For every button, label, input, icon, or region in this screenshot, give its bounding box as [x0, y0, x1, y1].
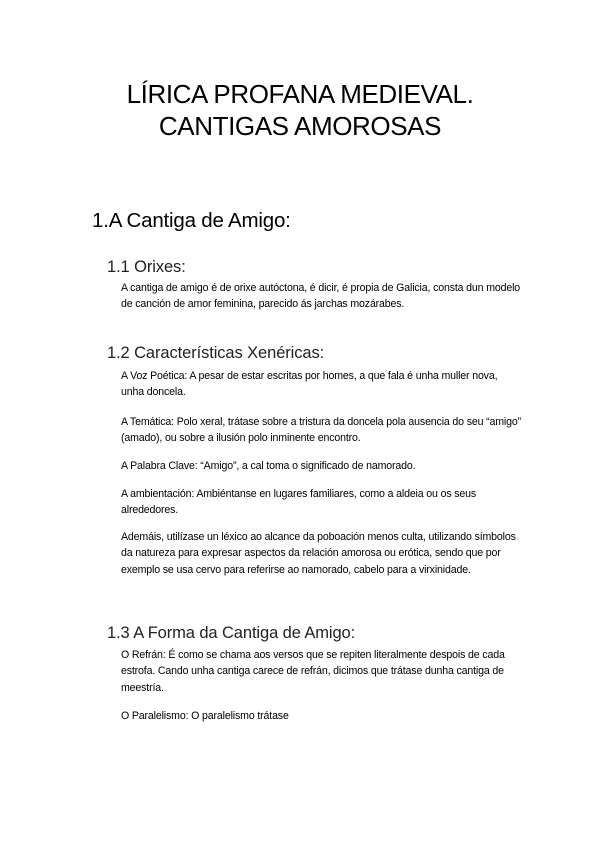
paragraph-refran: O Refrán: É como se chama aos versos que se repiten literalmente despois de cada estrofa. Cando unha cantiga carece de refrán, dicimos que trátase dunha cantiga de meestría. [121, 649, 505, 694]
section-heading-cantiga-de-amigo: 1.A Cantiga de Amigo: [92, 209, 291, 232]
subsection-heading-forma: 1.3 A Forma da Cantiga de Amigo: [107, 624, 356, 642]
paragraph-palabra-clave: A Palabra Clave: “Amigo”, a cal toma o significado de namorado. [121, 460, 416, 472]
subsection-heading-caracteristicas: 1.2 Características Xenéricas: [107, 344, 325, 362]
paragraph-paralelismo: O Paralelismo: O paralelismo trátase [121, 710, 289, 722]
paragraph-lexico: Ademáis, utilízase un léxico ao alcance da poboación menos culta, utilizando símbolos da natureza para expresar aspectos da relación amorosa ou erótica, sendo que por exemplo se usa cervo para referirse ao namorado, cabelo para a virxinidade. [121, 531, 516, 576]
paragraph-orixes: A cantiga de amigo é de orixe autóctona, é dicir, é propia de Galicia, consta dun modelo de canción de amor feminina, parecido ás jarchas mozárabes. [121, 282, 521, 311]
subsection-heading-orixes: 1.1 Orixes: [107, 258, 186, 276]
document-title [0, 78, 600, 142]
paragraph-voz-poetica: A Voz Poética: A pesar de estar escritas por homes, a que fala é unha muller nova, unha doncela. [121, 370, 498, 399]
title-line-1: LÍRICA PROFANA MEDIEVAL. [126, 79, 474, 109]
paragraph-ambientacion: A ambientación: Ambiéntanse en lugares familiares, como a aldeia ou os seus alrededores. [121, 488, 477, 517]
title-line-2: CANTIGAS AMOROSAS [158, 111, 442, 141]
paragraph-tematica: A Temática: Polo xeral, trátase sobre a tristura da doncela pola ausencia do seu “amigo” (amado), ou sobre a ilusión polo inminente encontro. [121, 416, 521, 445]
